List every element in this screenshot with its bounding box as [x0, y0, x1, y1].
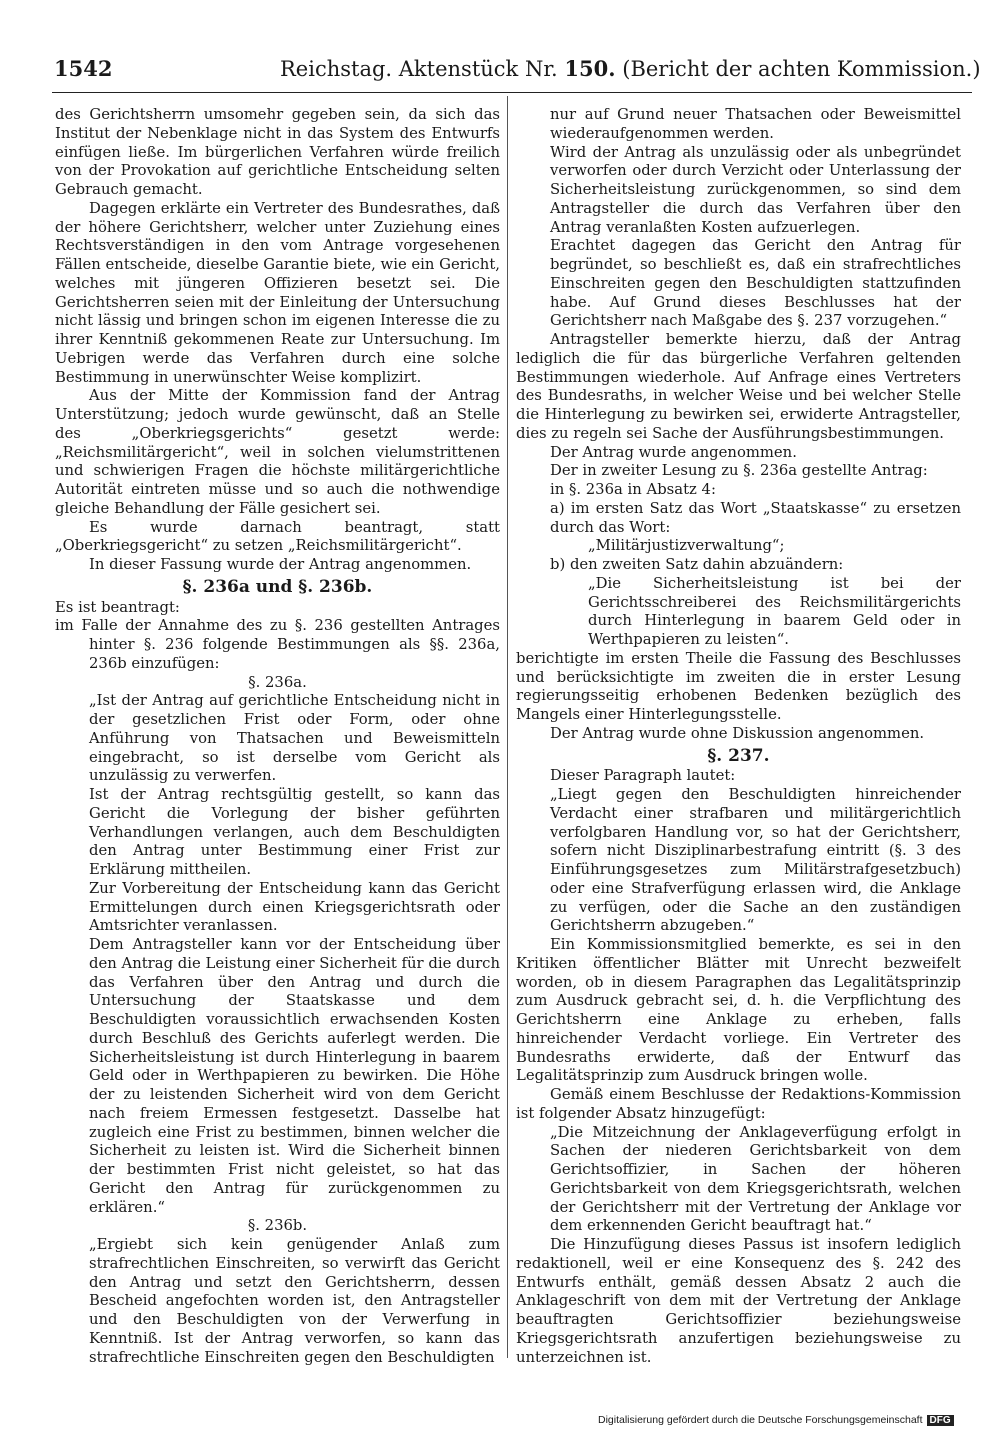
subsection-heading: §. 236a.: [248, 673, 307, 691]
paragraph: Der in zweiter Lesung zu §. 236a gestellte Antrag:: [550, 462, 928, 480]
paragraph: „Die Sicherheitsleistung ist bei der Gerichtsschreiberei des Reichsmilitärgerichts durch Hinterlegung in baarem Geld oder in Werthpapieren zu leisten“.: [588, 574, 961, 648]
column-divider: [507, 96, 508, 1358]
paragraph: „Ist der Antrag auf gerichtliche Entscheidung nicht in der gesetzlichen Frist oder Form, oder ohne Anführung von Thatsachen und Beweismitteln eingebracht, so ist derselbe vom Gericht als unzulässig zu verwerfen.: [89, 692, 500, 785]
paragraph: im Falle der Annahme des zu §. 236 gestellten Antrages hinter §. 236 folgende Bestimmungen als §§. 236a, 236b einzufügen:: [55, 617, 500, 672]
paragraph: In dieser Fassung wurde der Antrag angenommen.: [89, 556, 472, 573]
page-number: 1542: [54, 56, 113, 81]
paragraph: Ist der Antrag rechtsgültig gestellt, so kann das Gericht die Vorlegung der bisher geführten Verhandlungen verlangen, auch dem Beschuldigten den Antrag unter Bestimmung einer Frist zur Erklärung mittheilen.: [89, 786, 500, 878]
paragraph: des Gerichtsherrn umsomehr gegeben sein, da sich das Institut der Nebenklage nicht in das System des Entwurfs einfügen ließe. Im bürgerlichen Verfahren würde freilich von der Provokation auf gerichtliche Entscheidung selten Gebrauch gemacht.: [55, 106, 500, 198]
document-number: 150.: [564, 56, 616, 81]
paragraph: a) im ersten Satz das Wort „Staatskasse“ zu ersetzen durch das Wort:: [550, 499, 961, 536]
paragraph: b) den zweiten Satz dahin abzuändern:: [550, 556, 844, 573]
funding-note: Digitalisierung gefördert durch die Deutsche Forschungsgemeinschaft: [598, 1414, 923, 1426]
paragraph: Antragsteller bemerkte hierzu, daß der Antrag lediglich die für das bürgerliche Verfahren geltenden Bestimmungen wiederhole. Auf Anfrage eines Vertreters des Bundesraths, in welcher Weise und bei welcher Stelle die Hinterlegung zu bewirken sei, erwiderte Antragsteller, dies zu regeln sei Sache der Ausführungsbestimmungen.: [516, 331, 961, 442]
paragraph: nur auf Grund neuer Thatsachen oder Beweismittel wiederaufgenommen werden.: [550, 106, 961, 142]
paragraph: Zur Vorbereitung der Entscheidung kann das Gericht Ermittelungen durch einen Kriegsgerichtsrath oder Amtsrichter veranlassen.: [89, 879, 500, 935]
dfg-logo: DFG: [927, 1415, 954, 1426]
page-footer: [598, 1414, 988, 1430]
paragraph: „Militärjustizverwaltung“;: [588, 537, 785, 555]
paragraph: Es ist beantragt:: [55, 598, 180, 616]
paragraph: Erachtet dagegen das Gericht den Antrag für begründet, so beschließt es, daß ein strafrechtliches Einschreiten gegen den Beschuldigten stattzufinden habe. Auf Grund dieses Beschlusses hat der Gerichtsherr nach Maßgabe des §. 237 vorzugehen.“: [550, 237, 961, 330]
paragraph: „Die Mitzeichnung der Anklageverfügung erfolgt in Sachen der niederen Gerichtsbarkeit von dem Gerichtsoffizier, in Sachen der höheren Gerichtsbarkeit von dem Kriegsgerichtsrath, welchen der Gerichtsherr mit der Vertretung der Anklage vor dem erkennenden Gericht beauftragt hat.“: [550, 1123, 961, 1235]
running-title-post: (Bericht der achten Kommission.): [615, 57, 981, 81]
paragraph: Der Antrag wurde ohne Diskussion angenommen.: [550, 724, 925, 742]
paragraph: Der Antrag wurde angenommen.: [550, 443, 797, 461]
paragraph: „Liegt gegen den Beschuldigten hinreichender Verdacht einer strafbaren und militärgerichtlich verfolgbaren Handlung vor, so hat der Gerichtsherr, sofern nicht Disziplinarbestrafung eintritt (§. 3 des Einführungsgesetzes zum Militärstrafgesetzbuch) oder eine Strafverfügung erlassen wird, die Anklage zu verfügen, oder die Sache an den zuständigen Gerichtsherrn abzugeben.“: [550, 786, 961, 935]
paragraph: Dem Antragsteller kann vor der Entscheidung über den Antrag die Leistung einer Sicherheit für die durch das Verfahren über den Antrag und durch die Untersuchung der Staatskasse und dem Beschuldigten voraussichtlich erwachsenden Kosten durch Beschluß des Gerichts auferlegt werden. Die Sicherheitsleistung ist durch Hinterlegung in baarem Geld oder in Werthpapieren zu bewirken. Die Höhe der zu leistenden Sicherheit wird von dem Gericht nach freiem Ermessen festgesetzt. Dasselbe hat zugleich eine Frist zu bestimmen, binnen welcher die Sicherheit zu leisten ist. Wird die Sicherheit binnen der bestimmten Frist nicht geleistet, so hat das Gericht den Antrag für zurückgenommen zu erklären.“: [89, 936, 500, 1216]
paragraph: Es wurde darnach beantragt, statt „Oberkriegsgericht“ zu setzen „Reichsmilitärgericht“.: [55, 518, 500, 555]
paragraph: in §. 236a in Absatz 4:: [550, 481, 716, 498]
paragraph: Die Hinzufügung dieses Passus ist insofern lediglich redaktionell, weil er eine Konsequenz des §. 242 des Entwurfs enthält, gemäß dessen Absatz 2 auch die Anklageschrift von dem mit der Vertretung der Anklage beauftragten Gerichtsoffizier beziehungsweise Kriegsgerichtsrath anzufertigen beziehungsweise zu unterzeichnen ist.: [516, 1236, 961, 1366]
paragraph: Ein Kommissionsmitglied bemerkte, es sei in den Kritiken öffentlicher Blätter mit Unrecht bezweifelt worden, ob in diesem Paragraphen das Legalitätsprinzip zum Ausdruck gebracht sei, d. h. die Verpflichtung des Gerichtsherrn eine Anklage zu erheben, falls hinreichender Verdacht vorliege. Ein Vertreter des Bundesraths erwiderte, daß der Entwurf das Legalitätsprinzip zum Ausdruck bringen wolle.: [516, 936, 961, 1085]
paragraph: „Ergiebt sich kein genügender Anlaß zum strafrechtlichen Einschreiten, so verwirft das Gericht den Antrag und setzt den Gerichtsherrn, dessen Bescheid angefochten worden ist, den Antragsteller und den Beschuldigten von der Verwerfung in Kenntniß. Ist der Antrag verworfen, so kann das strafrechtliche Einschreiten gegen den Beschuldigten: [89, 1236, 500, 1366]
header-rule: [52, 92, 972, 93]
paragraph: Gemäß einem Beschlusse der Redaktions-Kommission ist folgender Absatz hinzugefügt:: [516, 1086, 961, 1122]
subsection-heading: §. 236b.: [247, 1217, 308, 1235]
section-heading: §. 237.: [707, 745, 770, 766]
paragraph: Dieser Paragraph lautet:: [550, 767, 736, 785]
right-column: [516, 106, 961, 1367]
paragraph: berichtigte im ersten Theile die Fassung des Beschlusses und berücksichtigte im zweiten die in erster Lesung regierungsseitig erhobenen Bedenken bezüglich des Mangels einer Hinterlegungsstelle.: [516, 649, 961, 723]
paragraph: Aus der Mitte der Kommission fand der Antrag Unterstützung; jedoch wurde gewünscht, daß an Stelle des „Oberkriegsgerichts“ gesetzt werde: „Reichsmilitärgericht“, weil in solchen vielumstrittenen und schwierigen Fragen die höchste militärgerichtliche Autorität eintreten müsse und so auch die nothwendige gleiche Behandlung der Fälle gesichert sei.: [55, 387, 500, 517]
running-title: [280, 56, 981, 81]
page-header: [52, 56, 981, 88]
left-column: [55, 106, 500, 1367]
section-heading: §. 236a und §. 236b.: [182, 576, 373, 597]
running-title-pre: Reichstag. Aktenstück Nr.: [280, 57, 565, 81]
paragraph: Dagegen erklärte ein Vertreter des Bundesrathes, daß der höhere Gerichtsherr, welcher unter Zuziehung eines Rechtsverständigen in den vom Antrage vorgesehenen Fällen entscheide, dieselbe Garantie biete, wie ein Gericht, welches mit jüngeren Offizieren besetzt sei. Die Gerichtsherren seien mit der Einleitung der Untersuchung nicht lässig und bringen schon im eigenen Interesse die zu ihrer Kenntniß gekommenen Reate zur Untersuchung. Im Uebrigen werde das Verfahren durch eine solche Bestimmung in unerwünschter Weise komplizirt.: [55, 199, 500, 386]
paragraph: Wird der Antrag als unzulässig oder als unbegründet verworfen oder durch Verzicht oder Unterlassung der Sicherheitsleistung zurückgenommen, so sind dem Antragsteller die durch das Verfahren über den Antrag veranlaßten Kosten aufzuerlegen.: [550, 143, 961, 236]
